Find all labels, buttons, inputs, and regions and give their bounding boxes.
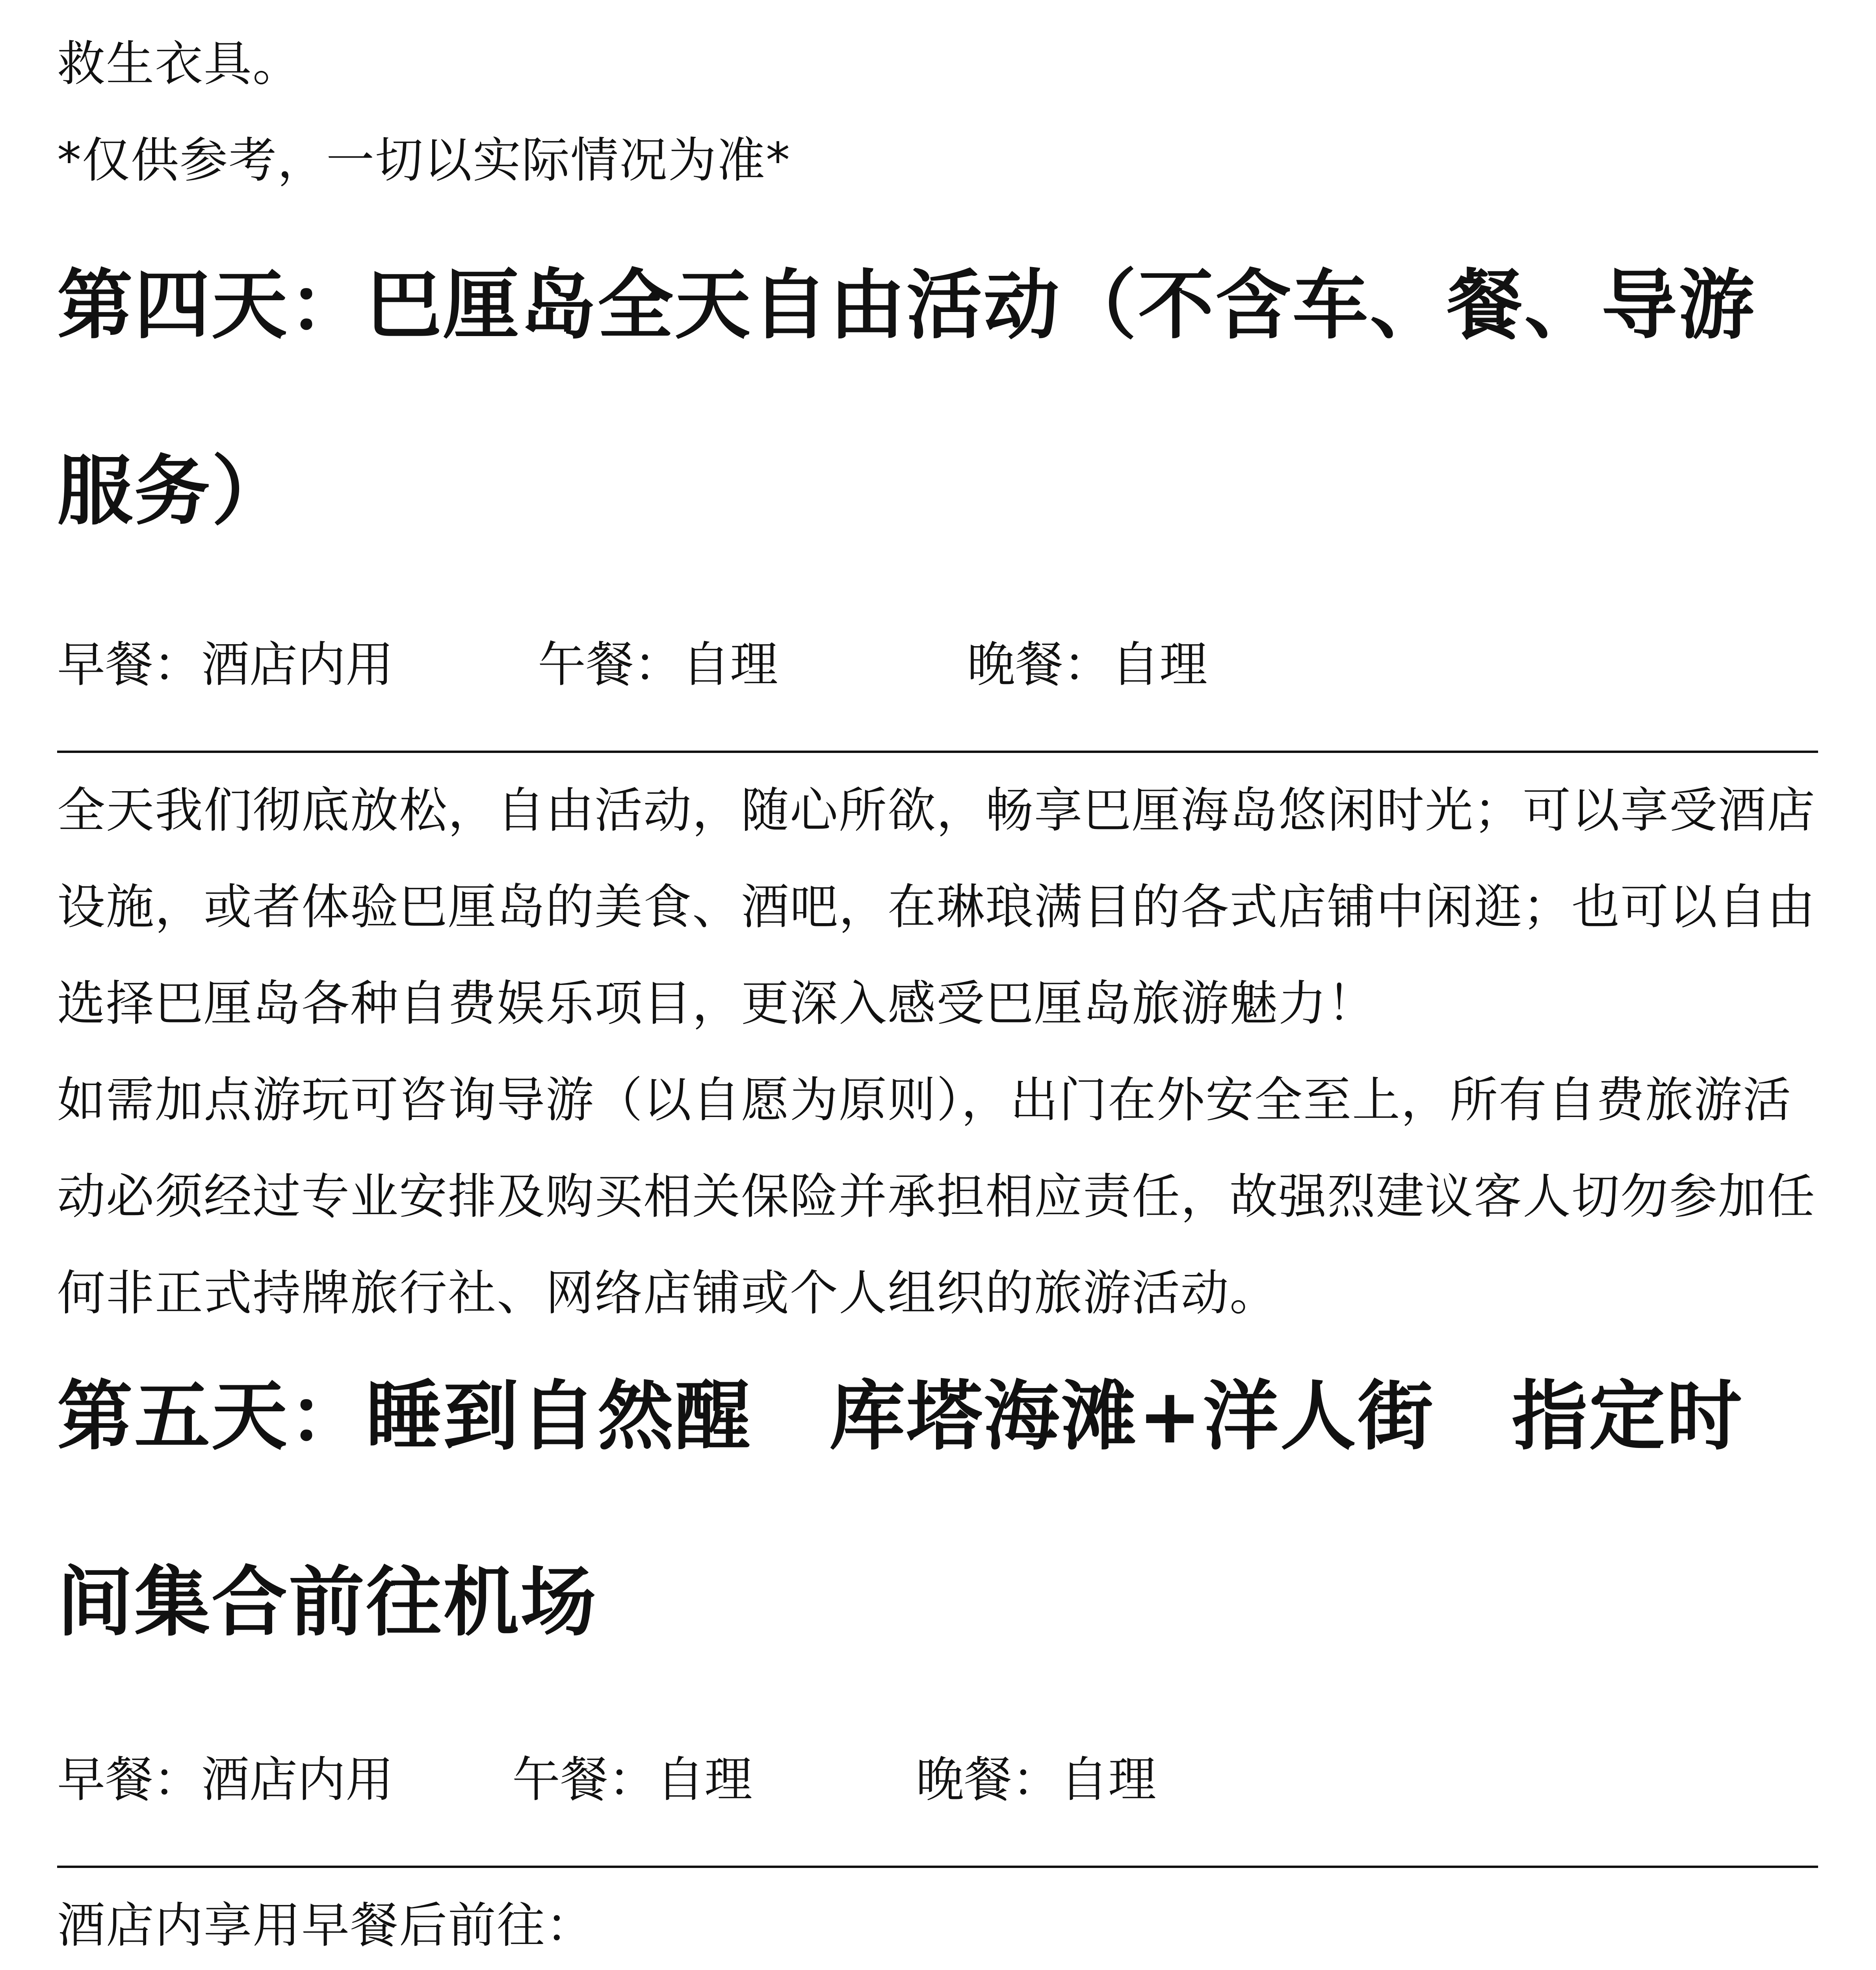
day4-divider — [57, 751, 1818, 753]
day4-lunch: 午餐：自理 — [538, 637, 778, 693]
day4-paragraph-1: 全天我们彻底放松，自由活动，随心所欲，畅享巴厘海岛悠闲时光；可以享受酒店设施，或者体验巴厘岛的美食、酒吧，在琳琅满目的各式店铺中闲逛；也可以自由选择巴厘岛各种自费娱乐项目，更深入感受巴厘岛旅游魅力！ — [57, 782, 1816, 1031]
day4-dinner: 晚餐：自理 — [967, 637, 1207, 693]
day5-title: 第五天：睡到自然醒 库塔海滩+洋人街 指定时间集合前往机场 — [57, 1373, 1744, 1647]
day5-lunch: 午餐：自理 — [512, 1752, 752, 1808]
day5-dinner: 晚餐：自理 — [916, 1752, 1156, 1808]
life-jacket-line: 救生衣具。 — [57, 36, 301, 92]
day4-breakfast: 早餐：酒店内用 — [57, 637, 394, 693]
day5-breakfast: 早餐：酒店内用 — [57, 1752, 394, 1808]
day5-intro: 酒店内享用早餐后前往： — [57, 1898, 594, 1953]
day5-divider — [57, 1866, 1818, 1868]
reference-note: *仅供参考，一切以实际情况为准* — [57, 132, 791, 188]
day4-paragraph-2: 如需加点游玩可咨询导游（以自愿为原则），出门在外安全至上，所有自费旅游活动必须经过专业安排及购买相关保险并承担相应责任，故强烈建议客人切勿参加任何非正式持牌旅行社、网络店铺或个人组织的旅游活动。 — [57, 1072, 1816, 1321]
day4-title: 第四天：巴厘岛全天自由活动（不含车、餐、导游服务） — [57, 262, 1756, 535]
